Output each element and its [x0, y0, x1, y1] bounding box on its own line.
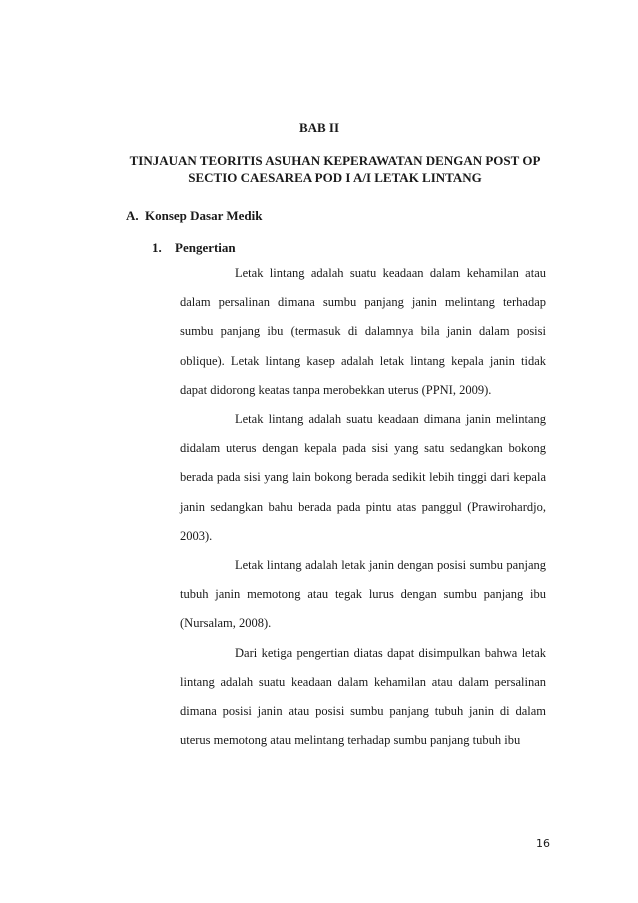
- subsection-label: Pengertian: [175, 240, 236, 255]
- page-number: 16: [536, 837, 550, 850]
- chapter-title: [110, 152, 560, 186]
- subsection-marker: 1.: [152, 240, 162, 255]
- paragraph: Letak lintang adalah letak janin dengan posisi sumbu panjang tubuh janin memotong atau tegak lurus dengan sumbu panjang ibu (Nursalam, 2008).: [180, 558, 546, 631]
- section-marker: A.: [126, 208, 139, 223]
- chapter-title-line: TINJAUAN TEORITIS ASUHAN KEPERAWATAN DENGAN POST OP: [129, 153, 541, 168]
- paragraph: Dari ketiga pengertian diatas dapat disimpulkan bahwa letak lintang adalah suatu keadaan dalam kehamilan atau dalam persalinan dimana posisi janin atau posisi sumbu panjang tubuh janin di dalam uterus memotong atau melintang terhadap sumbu panjang tubuh ibu: [180, 645, 546, 748]
- chapter-heading: BAB II: [298, 120, 340, 135]
- paragraph: Letak lintang adalah suatu keadaan dalam kehamilan atau dalam persalinan dimana sumbu panjang janin melintang terhadap sumbu panjang ibu (termasuk di dalamnya bila janin dalam posisi oblique). Letak lintang kasep adalah letak lintang kepala janin tidak dapat didorong keatas tanpa merobekkan uterus (PPNI, 2009).: [180, 266, 546, 397]
- paragraph: Letak lintang adalah suatu keadaan dimana janin melintang didalam uterus dengan kepala pada sisi yang satu sedangkan bokong berada pada sisi yang lain bokong berada sedikit lebih tinggi dari kepala janin sedangkan bahu berada pada pintu atas panggul (Prawirohardjo, 2003).: [180, 412, 546, 543]
- section-heading: [126, 208, 263, 224]
- section-label: Konsep Dasar Medik: [145, 208, 263, 223]
- chapter-title-line: SECTIO CAESAREA POD I A/I LETAK LINTANG: [188, 170, 482, 185]
- body-text: [180, 259, 546, 755]
- subsection-heading: [152, 240, 236, 256]
